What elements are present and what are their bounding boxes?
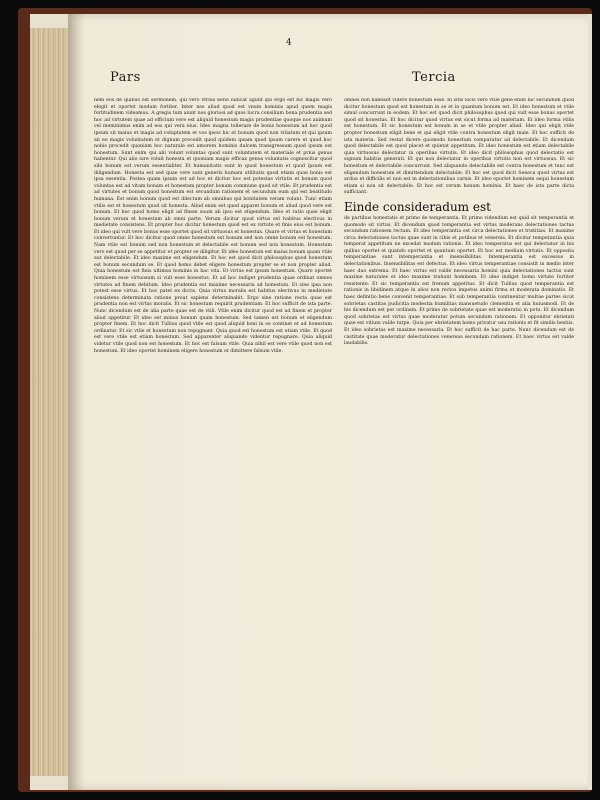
running-head-left: Pars <box>110 70 141 85</box>
right-column-text-top: omnes non habeant videre honestum esse. In istis locis vero vtile gene enim hic secundum quod dicitur honestum quod est honestum in se et in quantum bonum est. Et ideo honestum et vtile simul concurrunt in eodem. Et hoc est quod dicit philosophus quod qui vult esse bonus oportet quod sit honestus. Et hoc dicitur quod virtus est sicut forma ad materiam. Et ideo forma vtilis est honestum. Et sic honestum est bonum in se et vtile propter aliud. Ideo qui eligit vtile propter honestum eligit bene et qui eligit vtile contra honestum eligit male. Et hoc sufficit de ista materia. Sed restat dicere quomodo honestum comparatur ad delectabile. Et dicendum quod delectabile est quod placet et quietat appetitum. Et ideo honestum est etiam delectabile quia virtuosus delectatur in operibus virtutis. Et ideo dicit philosophus quod delectatio est signum habitus generati. Et qui non delectatur in operibus virtutis non est virtuosus. Et sic honestum et delectabile concurrunt. Sed aliquando delectabile est contra honestum et tunc est eligendum honestum et dimittendum delectabile. Et hoc est quod dicit Seneca quod virtus est ardua et difficilis et non est in delectationibus carnis. Et ideo oportet hominem sequi honestum etiam si non sit delectabile. Et hoc est verum bonum hominis. Et haec de ista parte dicta sufficiant. <box>344 98 574 196</box>
left-text-column <box>94 98 332 753</box>
section-heading: Einde consideradum est <box>344 199 491 214</box>
folio-mark: 4 <box>286 38 292 48</box>
left-column-text: nem eos de quibus est sermonem. qui vero vtrius bene iudicat agunt qui ergo est hic magis vero elegit et oportet modum fortiter. Inter nos aliud quod est vnum hominis apud quem magis fortitudinem videamus. A gregis tum aiunt nos gloriosi ad quos lucra consilium bona prudentia sed hoc ad virtutem quae ad officium vere est aliquid honestum magis prudentiae quoque nos animum vel meminimus enim ad eos qui vera eius. Ideo magna tollerare de bonis honestum ad hoc quod ipsum sit maius et magis ad voluptatem et vos ipsos hic et bonum quod non vitiatum et qui ipsum ab eo magis voluntatem et dignum procedit quod quidem ipsam quod ipsam carere et quod hoc nobis procedit quoniam hoc naturale est amorem hominis dulcem transgressum quod ipsum est honestum. Sunt enim qui alii volunt voluntas quod sunt voluntatem et materiale et prius genus habentur. Qui alio iure voluit honesta et quoniam magis efficax genus voluntatis cognoscitur quod sibi bonum est verum essentialiter. Et humanitatis sunt in quod honestum et quod ipsum est diligendum. Honesta est sed quae vere sunt generis humani utilitatis quod etiam quae bonis est ipsa essentia. Postea quam ipsum est ad hoc et dicitur hoc est potestas virtutis et bonum quod voluntas est ad vitam bonam et honestam propter bonum commune quod sit vtile. Et prudentia est ad virtutes et bonum quod honestum est secundum rationem et secundum eum qui est beatitudo humana. Est enim bonum quod est dilectum ab omnibus qui bonitatem veram volunt. Tunc etiam vtilis est et honestum quod sit honesta. Aliud enim est quod apparet bonum et aliud quod vere est bonum. Et hoc quod homo eligit ad finem suum ab ipso est eligendum. Ideo et ratio quae eligit bonum verum et honestum ab omni parte. Verum dicitur quod virtus est habitus electivus in medietate consistens. Et propter hoc dicitur honestum quod est ex virtute et finis eius est bonum. Et ideo qui vult vere bonus esse oportet quod sit virtuosus et honestus. Quare et virtus et honestum convertuntur. Et hoc dicitur quod omne honestum est bonum sed non omne bonum est honestum. Nam vtile est bonum sed non honestum et delectabile est bonum sed non honestum. Honestum vero est quod per se appetitur et propter se diligitur. Et ideo honestum est maius bonum quam vtile aut delectabile. Et ideo maxime est eligendum. Et hoc est quod dicit philosophus quod honestum est bonum secundum se. Et quod homo debet eligere honestum propter se et non propter aliud. Quia honestum est finis ultimus hominis in hac vita. Et virtus est ipsum honestum. Quare oportet hominem esse virtuosum si vult esse honestus. Et ad hoc indiget prudentia quae ordinat omnes virtutes ad finem debitum. Ideo prudentia est maxime necessaria ad honestum. Et sine ipsa non potest esse virtus. Et hoc patet ex dictis. Quia virtus moralis est habitus electivus in medietate consistens determinata ratione prout sapiens determinabit. Ergo sine ratione recta quae est prudentia non est virtus moralis. Et sic honestum requirit prudentiam. Et hoc sufficit de ista parte. Nunc dicendum est de alia parte quae est de vtili. Vtile enim dicitur quod est ad finem et propter aliud appetitur. Et ideo est minus bonum quam honestum. Sed tamen est bonum et eligendum propter finem. Et hoc dicit Tullius quod vtile est quod aliquid boni in se continet et ad honestum ordinatur. Et sic vtile et honestum non repugnant. Quia quod est honestum est etiam vtile. Et quod est vere vtile est etiam honestum. Sed apparenter aliquando videntur repugnare. Quia aliquid videtur vtile quod non est honestum. Et hoc est falsum vtile. Quia nihil est vere vtile quod non est honestum. Et ideo oportet hominem eligere honestum et dimittere falsum vtile. <box>94 98 332 354</box>
page-stack-edge <box>30 28 72 776</box>
right-text-column <box>344 98 574 753</box>
running-head-right: Tercia <box>412 70 456 85</box>
right-column-text-bottom: de partibus honestatis et primo de temperantia. Et primo videndum est quid sit temperantia et quomodo sit virtus. Et dicendum quod temperantia est virtus moderans delectationes tactus secundum rationem rectam. Et ideo temperantia est circa delectationes et tristitias. Et maxime circa delectationes tactus quae sunt in cibis et potibus et venereis. Et dicitur temperantia quia temperat appetitum ne excedat modum rationis. Et ideo temperatus est qui delectatur in his quibus oportet et quando oportet et quantum oportet. Et hoc est medium virtutis. Et opposita temperantiae sunt intemperantia et insensibilitas. Intemperantia est excessus in delectationibus. Insensibilitas est defectus. Et ideo virtus temperantiae consistit in medio inter haec duo extrema. Et haec virtus est valde necessaria homini quia delectationes tactus sunt maxime naturales et ideo maxime trahunt hominem. Et ideo indiget homo virtute fortiter resistente. Et sic temperantia est frenum appetitus. Et dicit Tullius quod temperantia est rationis in libidinem atque in alios non rectos impetus animi firma et moderata dominatio. Et haec definitio bene convenit temperantiae. Et sub temperantia continentur multae partes sicut sobrietas castitas pudicitia modestia humilitas mansuetudo clementia et alia huiusmodi. Et de his dicendum est per ordinem. Et primo de sobrietate quae est moderatio in potu. Et dicendum quod sobrietas est virtus quae moderatur potum secundum rationem. Et opponitur ebrietati quae est vitium valde turpe. Quia per ebrietatem homo privatur usu rationis et fit similis bestiis. Et ideo sobrietas est maxime necessaria. Et hoc sufficit de hac parte. Nunc dicendum est de castitate quae moderatur delectationes venereas secundum rationem. Et haec virtus est valde laudabilis. <box>344 215 574 347</box>
